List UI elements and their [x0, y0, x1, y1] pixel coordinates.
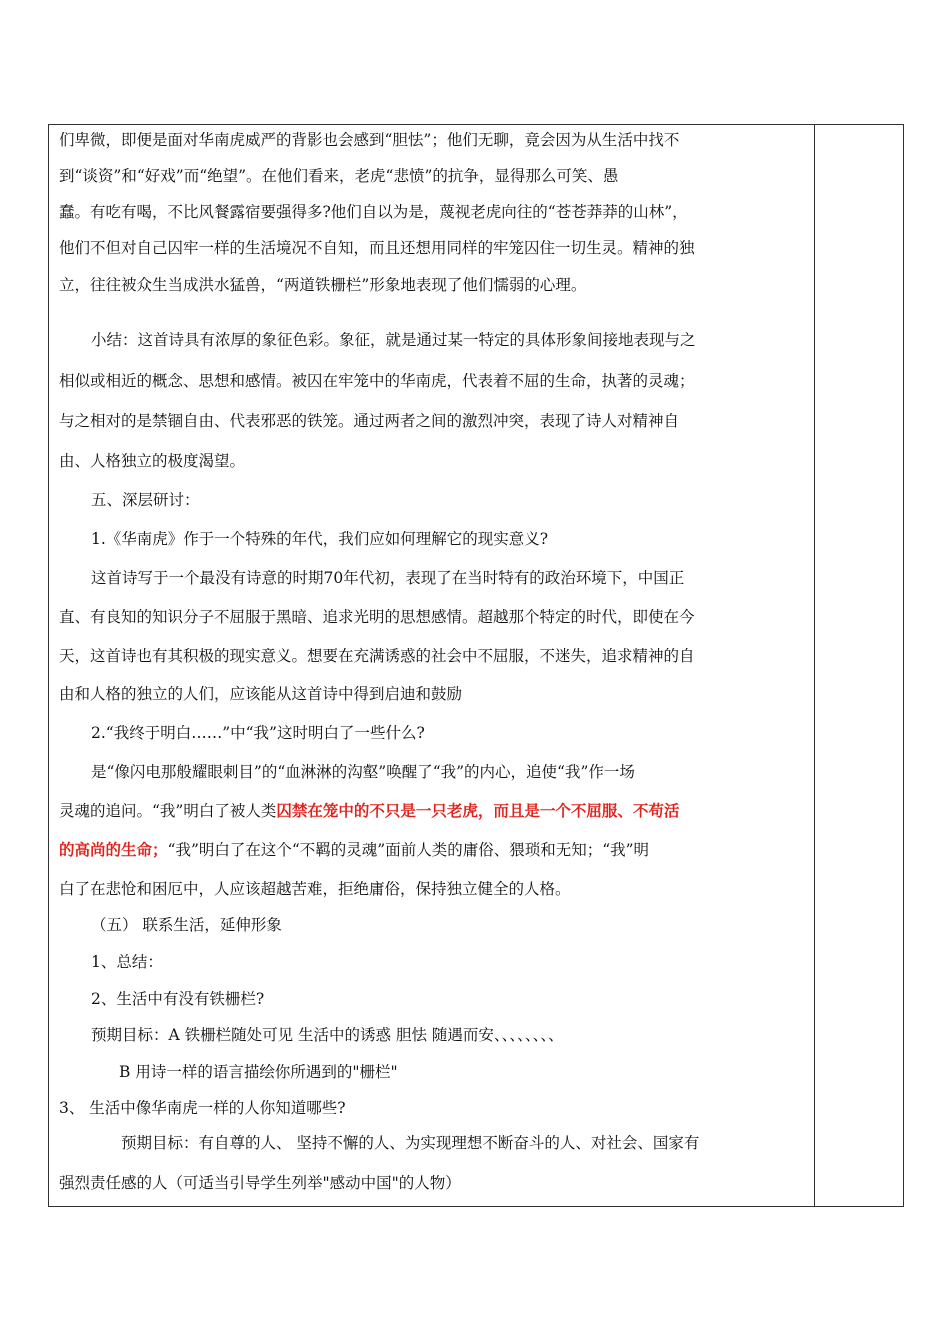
answer-line-mixed [59, 840, 649, 860]
section-heading: 五、深层研讨： [91, 491, 200, 509]
summary-line: 相似或相近的概念、思想和感情。被囚在牢笼中的华南虎，代表着不屈的生命，执著的灵魂； [59, 372, 695, 390]
summary-line: 小结：这首诗具有浓厚的象征色彩。象征，就是通过某一特定的具体形象间接地表现与之 [91, 331, 696, 349]
list-item: 3、 生活中像华南虎一样的人你知道哪些? [59, 1099, 346, 1117]
paragraph-line: 他们不但对自己囚牢一样的生活境况不自知，而且还想用同样的牢笼囚住一切生灵。精神的独 [59, 239, 695, 257]
answer-line: 天，这首诗也有其积极的现实意义。想要在充满诱惑的社会中不屈服，不迷失，追求精神的自 [59, 647, 695, 665]
question-line: 1.《华南虎》作于一个特殊的年代，我们应如何理解它的现实意义? [91, 530, 549, 548]
answer-line: 这首诗写于一个最没有诗意的时期70年代初，表现了在当时特有的政治环境下，中国正 [91, 569, 685, 587]
answer-line: 白了在悲怆和困厄中，人应该超越苦难，拒绝庸俗，保持独立健全的人格。 [59, 880, 571, 898]
paragraph-line: 们卑微，即便是面对华南虎威严的背影也会感到“胆怯”；他们无聊，竟会因为从生活中找不 [59, 131, 680, 149]
summary-line: 由、人格独立的极度渴望。 [59, 452, 246, 470]
goal-line: 预期目标：A 铁栅栏随处可见 生活中的诱惑 胆怯 随遇而安、、、、、、、、 [91, 1026, 564, 1044]
answer-text: 灵魂的追问。“我”明白了被人类 [59, 802, 277, 820]
answer-line: 直、有良知的知识分子不屈服于黑暗、追求光明的思想感情。超越那个特定的时代，即使在今 [59, 608, 695, 626]
answer-line: 由和人格的独立的人们，应该能从这首诗中得到启迪和鼓励 [59, 685, 463, 703]
list-item: 2、生活中有没有铁栅栏? [91, 990, 265, 1008]
paragraph-line: 蠢。有吃有喝，不比风餐露宿要强得多?他们自以为是，蔑视老虎向往的“苍苍莽莽的山林”， [59, 203, 688, 221]
goal-line: 预期目标：有自尊的人、 坚持不懈的人、为实现理想不断奋斗的人、对社会、国家有 [121, 1134, 700, 1152]
list-item: 1、总结： [91, 953, 163, 971]
summary-line: 与之相对的是禁锢自由、代表邪恶的铁笼。通过两者之间的激烈冲突，表现了诗人对精神自 [59, 412, 680, 430]
answer-line: 是“像闪电那般耀眼刺目”的“血淋淋的沟壑”唤醒了“我”的内心，追使“我”作一场 [91, 763, 635, 781]
question-line: 2.“我终于明白……”中“我”这时明白了一些什么? [91, 724, 425, 742]
column-divider [814, 125, 815, 1206]
highlighted-text: 的高尚的生命； [59, 840, 168, 859]
goal-line: B 用诗一样的语言描绘你所遇到的"栅栏" [119, 1063, 398, 1081]
answer-line-mixed [59, 801, 679, 821]
paragraph-line: 到“谈资”和“好戏”而“绝望”。在他们看来，老虎“悲愤”的抗争，显得那么可笑、愚 [59, 167, 619, 185]
content-cell [49, 125, 814, 1206]
lesson-table [48, 124, 904, 1207]
highlighted-text: 囚禁在笼中的不只是一只老虎，而且是一个不屈服、不苟活 [276, 801, 680, 820]
answer-text: “我”明白了在这个“不羁的灵魂”面前人类的庸俗、猥琐和无知；“我”明 [167, 841, 650, 859]
paragraph-line: 立，往往被众生当成洪水猛兽，“两道铁栅栏”形象地表现了他们懦弱的心理。 [59, 276, 587, 294]
goal-line: 强烈责任感的人（可适当引导学生列举"感动中国"的人物） [59, 1174, 461, 1192]
section-heading: （五） 联系生活，延伸形象 [91, 916, 282, 934]
